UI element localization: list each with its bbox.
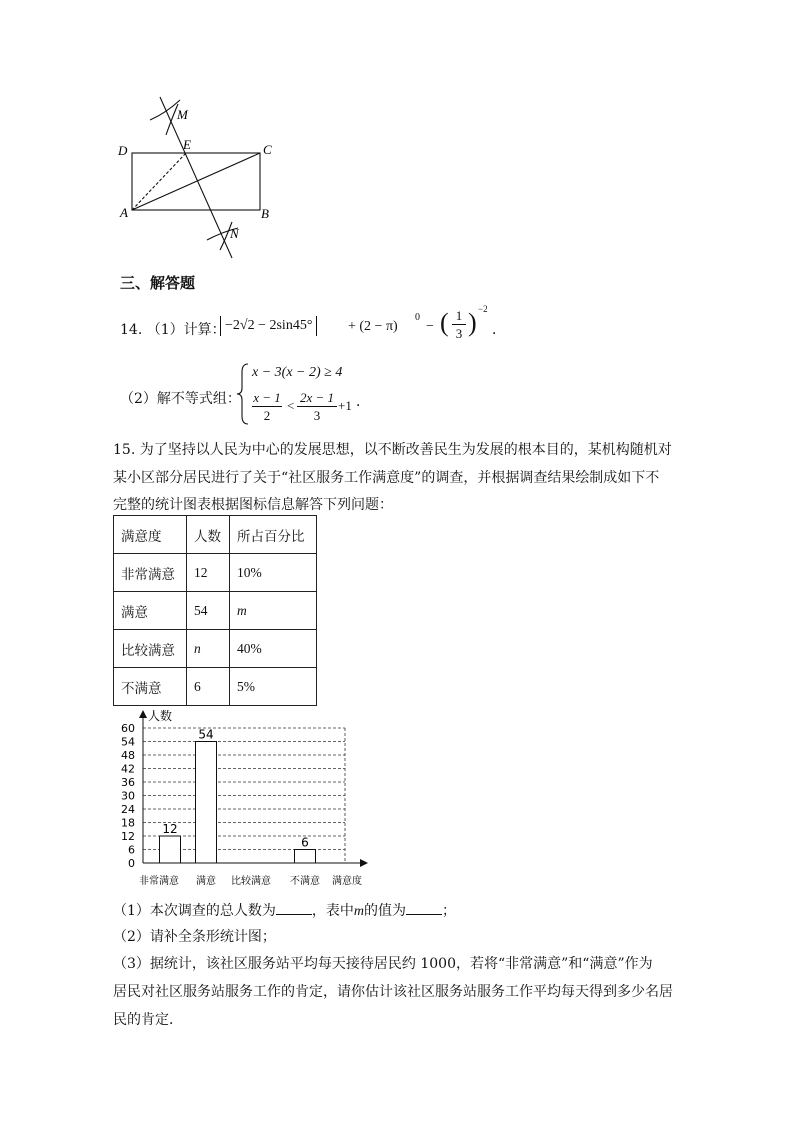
table-cell: 6 xyxy=(187,668,230,706)
q14-frac-den: 3 xyxy=(455,326,463,341)
q15-line3: 完整的统计图表根据图标信息解答下列问题： xyxy=(113,497,393,513)
ineq2-den1: 2 xyxy=(263,408,271,423)
q15-sub1 xyxy=(113,897,683,926)
q14-paren-left: ( xyxy=(440,308,449,337)
q15-sub1-text-d: ； xyxy=(442,903,457,919)
q14-frac-num: 1 xyxy=(452,308,466,325)
table-header-cell: 所占百分比 xyxy=(230,516,317,554)
table-row xyxy=(114,630,317,668)
table-cell: 12 xyxy=(187,554,230,592)
ineq2-den2: 3 xyxy=(313,408,321,423)
geometry-figure xyxy=(110,92,290,267)
y-tick-label: 30 xyxy=(121,789,135,803)
bar-0 xyxy=(160,836,181,863)
table-row xyxy=(114,554,317,592)
table-cell: 54 xyxy=(187,592,230,630)
q15-line2: 某小区部分居民进行了关于“社区服务工作满意度”的调查，并根据调查结果绘制成如下不 xyxy=(113,470,660,486)
q15-line1: 15. 为了坚持以人民为中心的发展思想，以不断改善民生为发展的根本目的，某机构随机对 xyxy=(113,442,672,458)
y-tick-label: 18 xyxy=(121,816,135,830)
table-cell: 5% xyxy=(230,668,317,706)
y-tick-label: 54 xyxy=(121,735,135,749)
table-cell: 40% xyxy=(230,630,317,668)
q14-part1-prefix: 14. （1）计算： xyxy=(120,322,226,338)
satisfaction-table xyxy=(113,515,317,706)
ineq2-num1: x − 1 xyxy=(253,390,281,405)
answer-blank-m[interactable] xyxy=(406,900,442,915)
ineq2-lt: < xyxy=(287,398,295,413)
brace-icon xyxy=(236,362,250,426)
q14-abs-value: −2√2 − 2sin45° xyxy=(220,316,317,336)
x-axis-arrow-icon xyxy=(360,859,368,867)
q15-sub1-m: m xyxy=(353,904,365,919)
diagonal-ac xyxy=(132,153,260,210)
q14-period: ． xyxy=(492,322,506,338)
x-tick-label: 不满意 xyxy=(290,876,320,887)
label-m: M xyxy=(177,107,188,122)
q15-sub1-text-c: 的值为 xyxy=(364,903,407,919)
table-cell: 10% xyxy=(230,554,317,592)
q15-sub3-line2: 居民对社区服务站服务工作的肯定，请你估计该社区服务站服务工作平均每天得到多少名居 xyxy=(113,984,673,1000)
x-axis-label: 满意度 xyxy=(332,876,362,887)
table-cell: m xyxy=(230,592,317,630)
x-tick-label: 比较满意 xyxy=(231,876,271,887)
y-tick-label: 48 xyxy=(121,749,135,762)
q15-sub3-line3: 民的肯定． xyxy=(113,1012,183,1028)
q14-paren-right: ) xyxy=(468,308,477,337)
label-n: N xyxy=(230,226,239,241)
label-d: D xyxy=(118,143,128,158)
ineq2-num2: 2x − 1 xyxy=(297,390,337,407)
ineq2-tail: +1 xyxy=(338,398,352,413)
y-tick-label: 42 xyxy=(121,762,135,776)
table-cell: n xyxy=(187,630,230,668)
y-axis-label: 人数 xyxy=(148,709,173,723)
bar-chart xyxy=(110,708,380,890)
q15-sub3-line1: （3）据统计，该社区服务站平均每天接待居民约 1000，若将“非常满意”和“满意”作为 xyxy=(113,956,653,972)
q14-part2-prefix: （2）解不等式组： xyxy=(120,391,241,407)
y-tick-label: 24 xyxy=(121,803,135,816)
bar-3 xyxy=(295,850,316,864)
q15-sub1-text-a: （1）本次调查的总人数为 xyxy=(113,903,276,919)
y-tick-label: 12 xyxy=(121,830,135,843)
table-header-cell: 人数 xyxy=(187,516,230,554)
y-tick-label: 0 xyxy=(128,857,135,870)
table-cell: 不满意 xyxy=(114,668,187,706)
x-tick-label: 非常满意 xyxy=(139,876,179,887)
table-cell: 非常满意 xyxy=(114,554,187,592)
label-b: B xyxy=(261,206,269,221)
table-row xyxy=(114,592,317,630)
section-title: 三、解答题 xyxy=(120,274,196,292)
q14-part2-end: ． xyxy=(356,394,370,410)
q14-power-term: + (2 − π) xyxy=(348,319,398,334)
y-tick-label: 60 xyxy=(121,722,135,735)
y-tick-label: 36 xyxy=(121,776,135,789)
bar-1 xyxy=(196,742,217,864)
bar-value-label: 12 xyxy=(162,822,178,836)
y-tick-label: 6 xyxy=(128,843,135,857)
table-cell: 比较满意 xyxy=(114,630,187,668)
bar-value-label: 6 xyxy=(301,835,309,850)
y-axis-arrow-icon xyxy=(139,710,147,718)
table-cell: 满意 xyxy=(114,592,187,630)
label-e: E xyxy=(183,137,191,152)
x-tick-label: 满意 xyxy=(196,876,216,887)
bar-value-label: 54 xyxy=(198,727,214,742)
table-header-cell: 满意度 xyxy=(114,516,187,554)
answer-blank-total[interactable] xyxy=(276,900,312,915)
segment-ae xyxy=(132,153,186,210)
ineq1: x − 3(x − 2) ≥ 4 xyxy=(252,365,343,380)
table-header-row xyxy=(114,516,317,554)
q14-exp-neg2: −2 xyxy=(478,304,488,314)
label-a: A xyxy=(120,205,128,220)
q15-sub1-text-b: ，表中 xyxy=(311,903,354,919)
table-row xyxy=(114,668,317,706)
label-c: C xyxy=(263,142,272,157)
q14-exp-zero: 0 xyxy=(415,312,420,323)
q14-minus: − xyxy=(426,319,434,334)
q15-sub2: （2）请补全条形统计图； xyxy=(113,929,276,945)
